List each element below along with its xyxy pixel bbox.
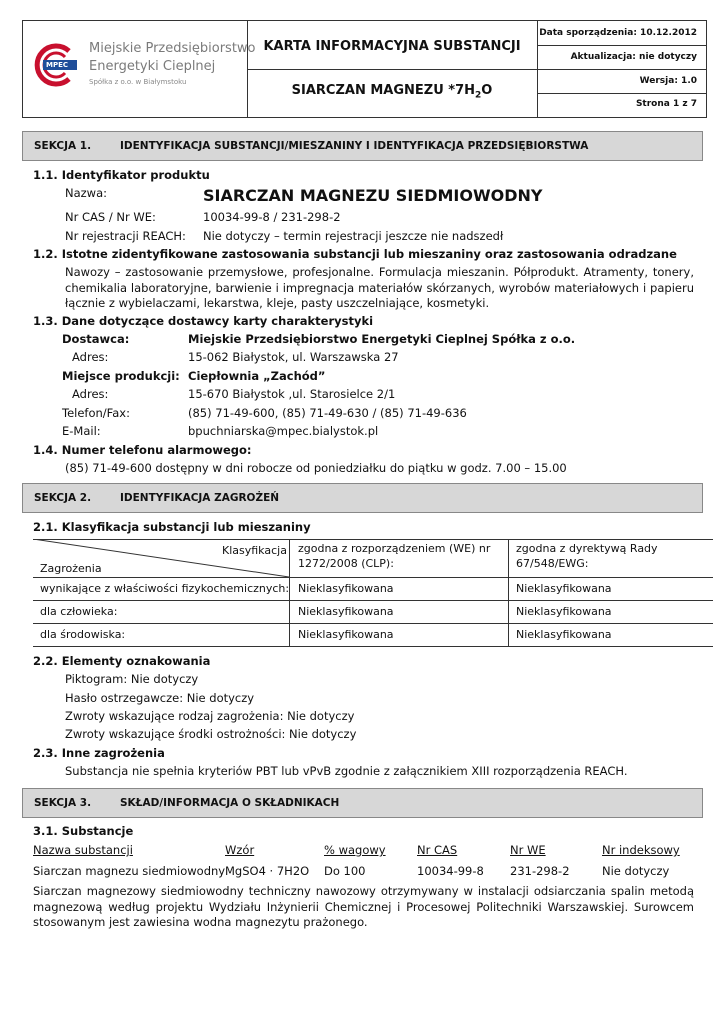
section-1-title: IDENTYFIKACJA SUBSTANCJI/MIESZANINY I IDENTYFIKACJA PRZEDSIĘBIORSTWA <box>120 140 589 152</box>
heading-1-4: 1.4. Numer telefonu alarmowego: <box>33 443 252 457</box>
logo-mark-text: MPEC <box>46 61 69 69</box>
table-row-label: dla środowiska: <box>40 628 126 641</box>
creation-date: Data sporządzenia: 10.12.2012 <box>539 28 697 38</box>
company-logo <box>33 39 256 99</box>
col-header-name: Nazwa substancji <box>33 843 133 857</box>
uses-text: Nawozy – zastosowanie przemysłowe, profesjonalne. Formulacja mieszanin. Półprodukt. Atramenty, tonery, chemikalia laboratoryjne, barwienie i impregnacja materiałów skórzanych, wyrobów materiałowych i papieru łącznie z wybielaczami, lekarstwa, kleje, pasty uszczelniające, kosmetyki. <box>65 265 694 310</box>
production-label: Miejsce produkcji: <box>62 369 180 383</box>
phone-value: (85) 71-49-600, (85) 71-49-630 / (85) 71-49-636 <box>188 406 467 420</box>
cell-weight: Do 100 <box>324 864 366 878</box>
cas-value: 10034-99-8 / 231-298-2 <box>203 210 341 224</box>
col-header-cas: Nr CAS <box>417 843 458 857</box>
section-2-title: IDENTYFIKACJA ZAGROŻEŃ <box>120 492 280 504</box>
table-header-directive-line2: 67/548/EWG: <box>516 557 589 570</box>
table-cell-clp: Nieklasyfikowana <box>298 628 394 641</box>
label-element-line: Zwroty wskazujące rodzaj zagrożenia: Nie dotyczy <box>65 709 355 723</box>
col-header-formula: Wzór <box>225 843 255 857</box>
reach-value: Nie dotyczy – termin rejestracji jeszcze nie nadszedł <box>203 229 504 243</box>
document-header <box>22 20 707 118</box>
email-link[interactable]: bpuchniarska@mpec.bialystok.pl <box>188 424 379 438</box>
document-title: KARTA INFORMACYJNA SUBSTANCJI <box>263 39 521 54</box>
section-3-bar <box>22 788 703 818</box>
production-value: Ciepłownia „Zachód” <box>188 369 326 383</box>
heading-2-3: 2.3. Inne zagrożenia <box>33 746 165 760</box>
cell-cas: 10034-99-8 <box>417 864 484 878</box>
update-info: Aktualizacja: nie dotyczy <box>570 52 697 62</box>
supplier-value: Miejskie Przedsiębiorstwo Energetyki Cieplnej Spółka z o.o. <box>188 332 576 346</box>
heading-3-1: 3.1. Substancje <box>33 824 134 838</box>
table-row-label: dla człowieka: <box>40 605 118 618</box>
cell-we: 231-298-2 <box>510 864 570 878</box>
cell-formula: MgSO4 · 7H2O <box>225 864 310 878</box>
heading-1-1: 1.1. Identyfikator produktu <box>33 168 210 182</box>
name-label: Nazwa: <box>65 186 108 200</box>
heading-2-1: 2.1. Klasyfikacja substancji lub mieszaniny <box>33 520 311 534</box>
address-label: Adres: <box>72 350 109 364</box>
section-3-title: SKŁAD/INFORMACJA O SKŁADNIKACH <box>120 797 340 809</box>
other-hazards-text: Substancja nie spełnia kryteriów PBT lub vPvB zgodnie z załącznikiem XIII rozporządzenia REACH. <box>65 764 628 778</box>
label-element-line: Zwroty wskazujące środki ostrożności: Nie dotyczy <box>65 727 357 741</box>
table-cell-directive: Nieklasyfikowana <box>516 628 612 641</box>
logo-name-line3: Spółka z o.o. w Białymstoku <box>89 78 187 86</box>
logo-name-line1: Miejskie Przedsiębiorstwo <box>89 41 256 56</box>
label-element-line: Hasło ostrzegawcze: Nie dotyczy <box>65 691 255 705</box>
table-header-clp-line2: 1272/2008 (CLP): <box>298 557 394 570</box>
phone-label: Telefon/Fax: <box>62 406 130 420</box>
cell-name: Siarczan magnezu siedmiowodny <box>33 864 226 878</box>
email-label: E-Mail: <box>62 424 101 438</box>
table-header-hazards: Zagrożenia <box>40 562 102 575</box>
reach-label: Nr rejestracji REACH: <box>65 229 186 243</box>
col-header-weight: % wagowy <box>324 843 386 857</box>
table-row-label: wynikające z właściwości fizykochemicznych: <box>40 582 290 595</box>
table-cell-clp: Nieklasyfikowana <box>298 582 394 595</box>
address-value: 15-062 Białystok, ul. Warszawska 27 <box>188 350 399 364</box>
table-cell-directive: Nieklasyfikowana <box>516 582 612 595</box>
heading-1-3: 1.3. Dane dotyczące dostawcy karty charakterystyki <box>33 314 374 328</box>
logo-name-line2: Energetyki Cieplnej <box>89 59 216 74</box>
section-1-number: SEKCJA 1. <box>34 140 92 152</box>
substance-title: SIARCZAN MAGNEZU $*7H_2O$ <box>291 83 493 101</box>
heading-1-2: 1.2. Istotne zidentyfikowane zastosowania substancji lub mieszaniny oraz zastosowania odradzane <box>33 247 677 261</box>
cell-index: Nie dotyczy <box>602 864 670 878</box>
col-header-we: Nr WE <box>510 843 546 857</box>
heading-2-2: 2.2. Elementy oznakowania <box>33 654 211 668</box>
supplier-label: Dostawca: <box>62 332 130 346</box>
cas-label: Nr CAS / Nr WE: <box>65 210 156 224</box>
table-cell-directive: Nieklasyfikowana <box>516 605 612 618</box>
col-header-index: Nr indeksowy <box>602 843 680 857</box>
emergency-phone-text: (85) 71-49-600 dostępny w dni robocze od poniedziałku do piątku w godz. 7.00 – 15.00 <box>65 461 567 475</box>
label-element-line: Piktogram: Nie dotyczy <box>65 672 199 686</box>
table-header-directive-line1: zgodna z dyrektywą Rady <box>516 542 658 555</box>
section-1-bar <box>22 131 703 161</box>
address2-label: Adres: <box>72 387 109 401</box>
table-header-clp-line1: zgodna z rozporządzeniem (WE) nr <box>298 542 491 555</box>
table-cell-clp: Nieklasyfikowana <box>298 605 394 618</box>
version-info: Wersja: 1.0 <box>639 76 697 86</box>
address2-value: 15-670 Białystok ,ul. Starosielce 2/1 <box>188 387 396 401</box>
section-2-bar <box>22 483 703 513</box>
table-header-classification: Klasyfikacja <box>222 544 287 557</box>
section-3-number: SEKCJA 3. <box>34 797 92 809</box>
section-2-number: SEKCJA 2. <box>34 492 92 504</box>
product-name: SIARCZAN MAGNEZU SIEDMIOWODNY <box>203 186 543 205</box>
page-number: Strona 1 z 7 <box>635 99 697 109</box>
substance-note: Siarczan magnezowy siedmiowodny techniczny nawozowy otrzymywany w instalacji odsiarczania spalin metodą magnezową według projektu Wydziału Inżynierii Chemicznej i Procesowej Politechniki Warszawskiej. Surowcem stosowanym jest zawiesina wodna magnezytu prażonego. <box>33 884 694 929</box>
